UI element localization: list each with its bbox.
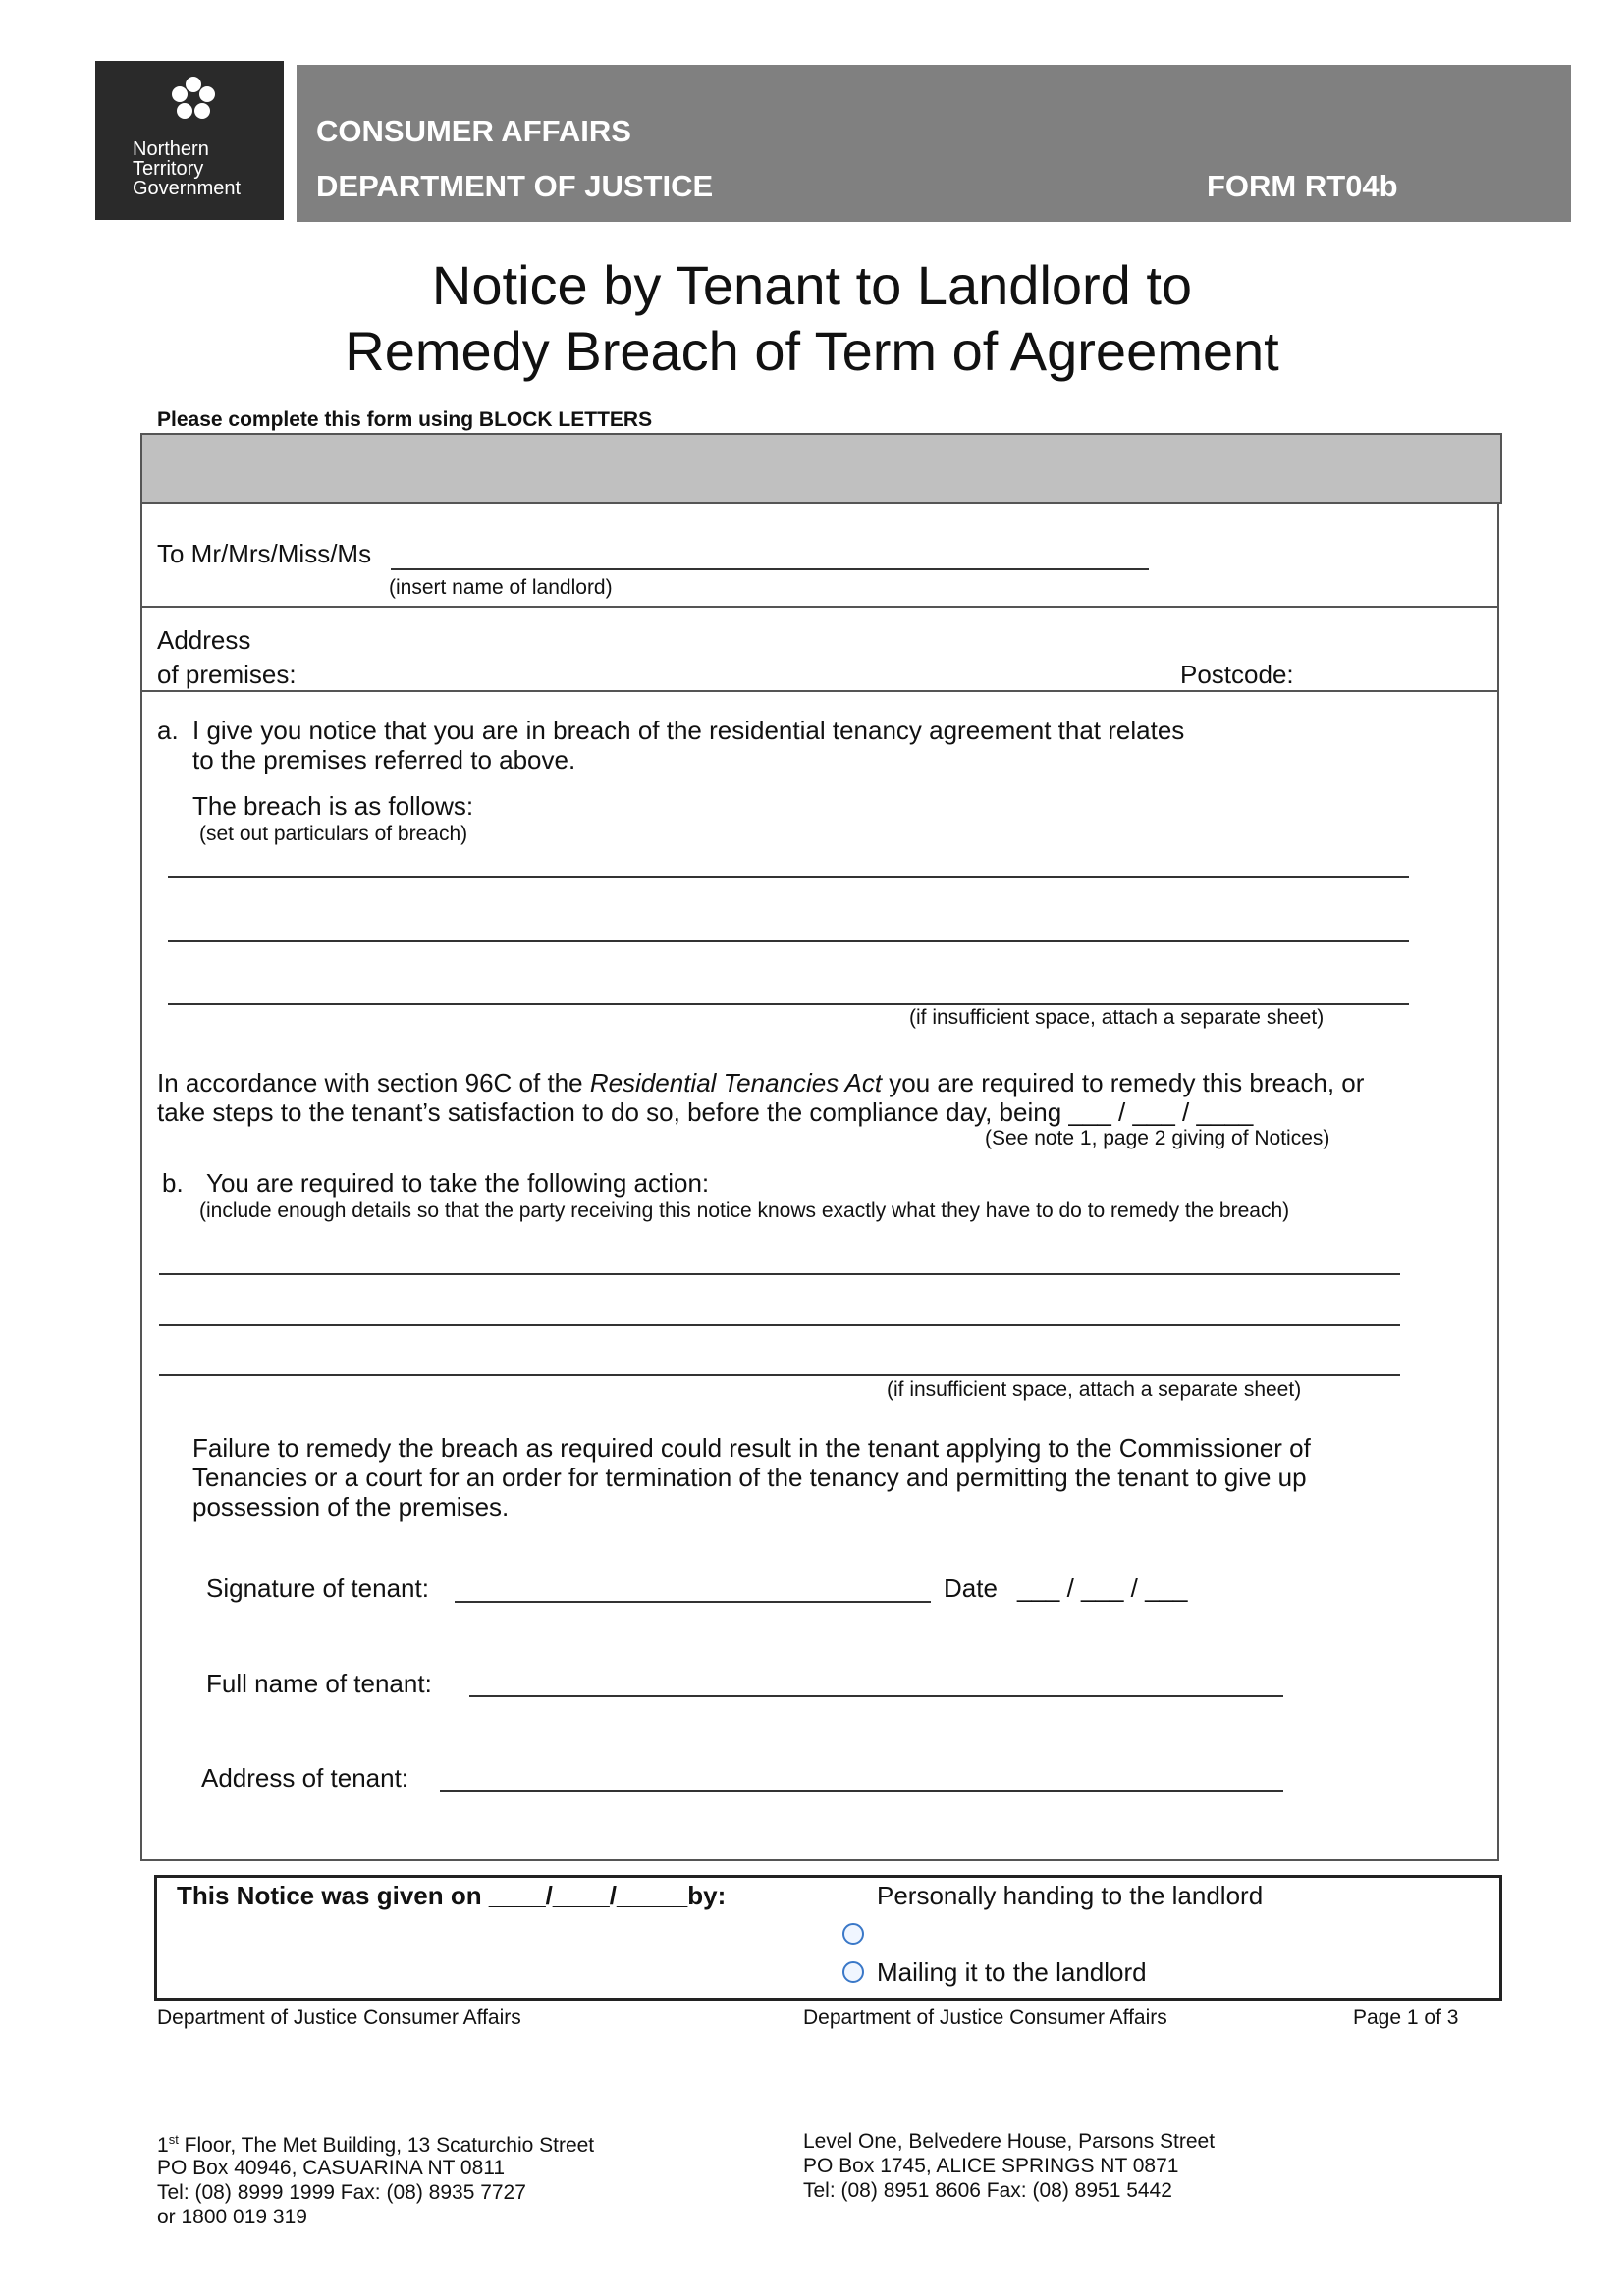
action-line-1[interactable] [159,1273,1400,1275]
agency-name: CONSUMER AFFAIRS [316,114,631,148]
action-line-3[interactable] [159,1374,1400,1376]
tenant-address-label: Address of tenant: [201,1763,409,1792]
failure-line-3: possession of the premises. [192,1492,510,1522]
section-a-text: I give you notice that you are in breach of the residential tenancy agreement that relates [192,716,1185,745]
breach-line-1[interactable] [168,876,1409,878]
footer-address-left-3: Tel: (08) 8999 1999 Fax: (08) 8935 7727 [157,2181,526,2204]
failure-line-1: Failure to remedy the breach as required could result in the tenant applying to the Commissioner of [192,1433,1311,1463]
breach-line-2[interactable] [168,940,1409,942]
divider [140,606,1499,608]
footer-address-left-1: 1st Floor, The Met Building, 13 Scaturchio Street [157,2132,595,2157]
flower-icon [170,75,217,124]
full-name-field[interactable] [469,1695,1283,1697]
option-personal-radio[interactable] [842,1923,864,1945]
section-b-hint: (include enough details so that the party receiving this notice knows exactly what they have to do to remedy the breach) [199,1200,1290,1222]
date-label: Date [944,1574,998,1603]
footer-address-left-4: or 1800 019 319 [157,2206,307,2228]
full-name-label: Full name of tenant: [206,1669,432,1698]
breach-label: The breach is as follows: [192,791,474,821]
breach-line-3[interactable] [168,1003,1409,1005]
section-b-text: You are required to take the following action: [206,1168,710,1198]
landlord-name-label: To Mr/Mrs/Miss/Ms [157,539,372,568]
option-personal-label: Personally handing to the landlord [877,1881,1264,1910]
signature-field[interactable] [455,1601,931,1603]
compliance-day-text[interactable]: take steps to the tenant’s satisfaction to do so, before the compliance day, being ___ / ___ / ____ [157,1097,1254,1127]
breach-hint: (set out particulars of breach) [199,823,468,845]
action-line-2[interactable] [159,1324,1400,1326]
premises-address-field[interactable] [304,648,1168,681]
footer-org-left: Department of Justice Consumer Affairs [157,2006,521,2029]
footer-org-right: Department of Justice Consumer Affairs [803,2006,1167,2029]
option-mail-label: Mailing it to the landlord [877,1957,1147,1987]
space-note-b: (if insufficient space, attach a separate sheet) [887,1378,1302,1401]
postcode-field[interactable] [1301,648,1488,681]
giving-notices-note: (See note 1, page 2 giving of Notices) [985,1127,1330,1149]
space-note-a: (if insufficient space, attach a separate sheet) [909,1006,1325,1029]
department-name: DEPARTMENT OF JUSTICE [316,169,714,203]
act-name: Residential Tenancies Act [589,1068,883,1097]
page-title-line-2: Remedy Breach of Term of Agreement [345,320,1279,382]
notice-given-label[interactable]: This Notice was given on ____/____/_____by: [177,1881,727,1910]
address-label-2: of premises: [157,660,297,689]
form-header-bar [140,433,1502,504]
footer-address-right-3: Tel: (08) 8951 8606 Fax: (08) 8951 5442 [803,2179,1172,2202]
section-a-text-2: to the premises referred to above. [192,745,576,774]
postcode-label: Postcode: [1180,660,1294,689]
form-id: FORM RT04b [1207,169,1398,203]
accordance-line-1: In accordance with section 96C of the Residential Tenancies Act you are required to remedy this breach, or [157,1068,1365,1097]
option-mail-radio[interactable] [842,1961,864,1983]
footer-address-right-2: PO Box 1745, ALICE SPRINGS NT 0871 [803,2155,1179,2177]
logo-text: Northern Territory Government [133,138,242,199]
section-b-marker: b. [162,1168,184,1198]
tenant-address-field[interactable] [440,1790,1283,1792]
address-label: Address [157,625,251,655]
footer-address-left-2: PO Box 40946, CASUARINA NT 0811 [157,2157,506,2179]
divider [140,690,1499,692]
ntg-logo [95,61,284,220]
signature-date-field[interactable]: ___ / ___ / ___ [1017,1574,1188,1603]
signature-label: Signature of tenant: [206,1574,429,1603]
failure-line-2: Tenancies or a court for an order for termination of the tenancy and permitting the tenant to give up [192,1463,1307,1492]
footer-address-right-1: Level One, Belvedere House, Parsons Street [803,2130,1216,2153]
landlord-name-field[interactable] [391,568,1149,570]
landlord-name-hint: (insert name of landlord) [389,576,613,599]
header-banner [297,65,1571,222]
page-number: Page 1 of 3 [1353,2006,1459,2029]
page-title-line-1: Notice by Tenant to Landlord to [431,254,1193,316]
section-a-marker: a. [157,716,179,745]
block-letters-instruction: Please complete this form using BLOCK LETTERS [157,408,653,431]
